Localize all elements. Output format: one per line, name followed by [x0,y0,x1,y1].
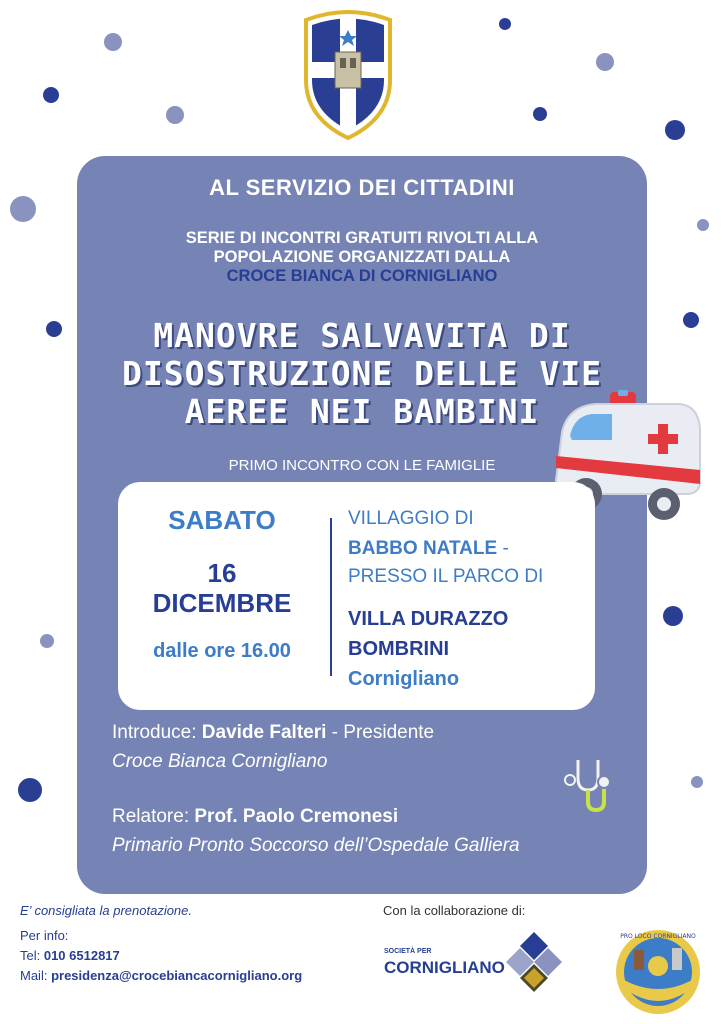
venue-name: VILLA DURAZZO [348,608,509,630]
speaker-name: Prof. Paolo Cremonesi [194,806,399,827]
location-line [348,538,509,560]
venue-district: Cornigliano [348,668,460,690]
phone-number[interactable]: 010 6512817 [43,948,120,963]
decor-dot [40,634,54,648]
event-title-line: MANOVRE SALVAVITA DI [153,316,571,355]
event-date-number: 16 [207,558,237,588]
first-meeting-label: PRIMO INCONTRO CON LE FAMIGLIE [228,457,496,474]
subtitle-line: POPOLAZIONE ORGANIZZATI DALLA [213,248,511,266]
decor-dot [166,106,184,124]
venue-name: BOMBRINI [348,638,450,660]
location-bold: BABBO NATALE [348,538,498,559]
speaker-line [112,806,398,828]
soc-diamond-icon [504,930,564,1002]
speaker-label: Relatore: [112,806,195,827]
intro-name: Davide Falteri [201,722,327,743]
decor-dot [18,778,42,802]
decor-dot [665,120,685,140]
card-divider [330,518,332,676]
stethoscope-icon [562,756,616,814]
info-label: Per info: [20,928,69,943]
decor-dot [596,53,614,71]
event-title-line: DISOSTRUZIONE DELLE VIE [122,354,602,393]
location-line: VILLAGGIO DI [348,508,474,529]
speaker-role [112,835,520,857]
booking-note: E’ consigliata la prenotazione. [20,903,193,918]
speaker-role-text: Primario Pronto Soccorso dell’Ospedale Galliera [112,835,520,856]
intro-label: Introduce: [112,722,202,743]
phone-line [20,948,120,963]
proloco-logo [614,928,702,1016]
intro-role: - Presidente [326,722,435,743]
location-line: PRESSO IL PARCO DI [348,566,544,587]
event-month: DICEMBRE [152,588,292,618]
societa-cornigliano-logo [380,930,570,1002]
decor-dot [663,606,683,626]
proloco-text: PRO LOCO CORNIGLIANO [620,933,696,940]
mail-line [20,968,302,983]
mail-address[interactable]: presidenza@crocebiancacornigliano.org [51,968,303,983]
intro-line [112,722,434,744]
crest-logo [302,10,394,142]
organizer-name: CROCE BIANCA DI CORNIGLIANO [226,267,498,285]
event-time: dalle ore 16.00 [153,640,291,662]
header-title: AL SERVIZIO DEI CITTADINI [209,175,515,200]
decor-dot [533,107,547,121]
decor-dot [104,33,122,51]
decor-dot [691,776,703,788]
subtitle-line: SERIE DI INCONTRI GRATUITI RIVOLTI ALLA [185,229,539,247]
intro-org [112,751,327,773]
decor-dot [43,87,59,103]
soc-small-text: SOCIETÀ PER [384,948,432,955]
event-day: SABATO [168,505,276,535]
soc-big-text: CORNIGLIANO [384,958,505,977]
location-dash: - [497,538,509,559]
event-title-line: AEREE NEI BAMBINI [184,392,540,431]
intro-org-text: Croce Bianca Cornigliano [112,751,328,772]
collaboration-label: Con la collaborazione di: [383,903,526,918]
phone-label: Tel: [20,948,44,963]
mail-label: Mail: [20,968,52,983]
decor-dot [499,18,511,30]
